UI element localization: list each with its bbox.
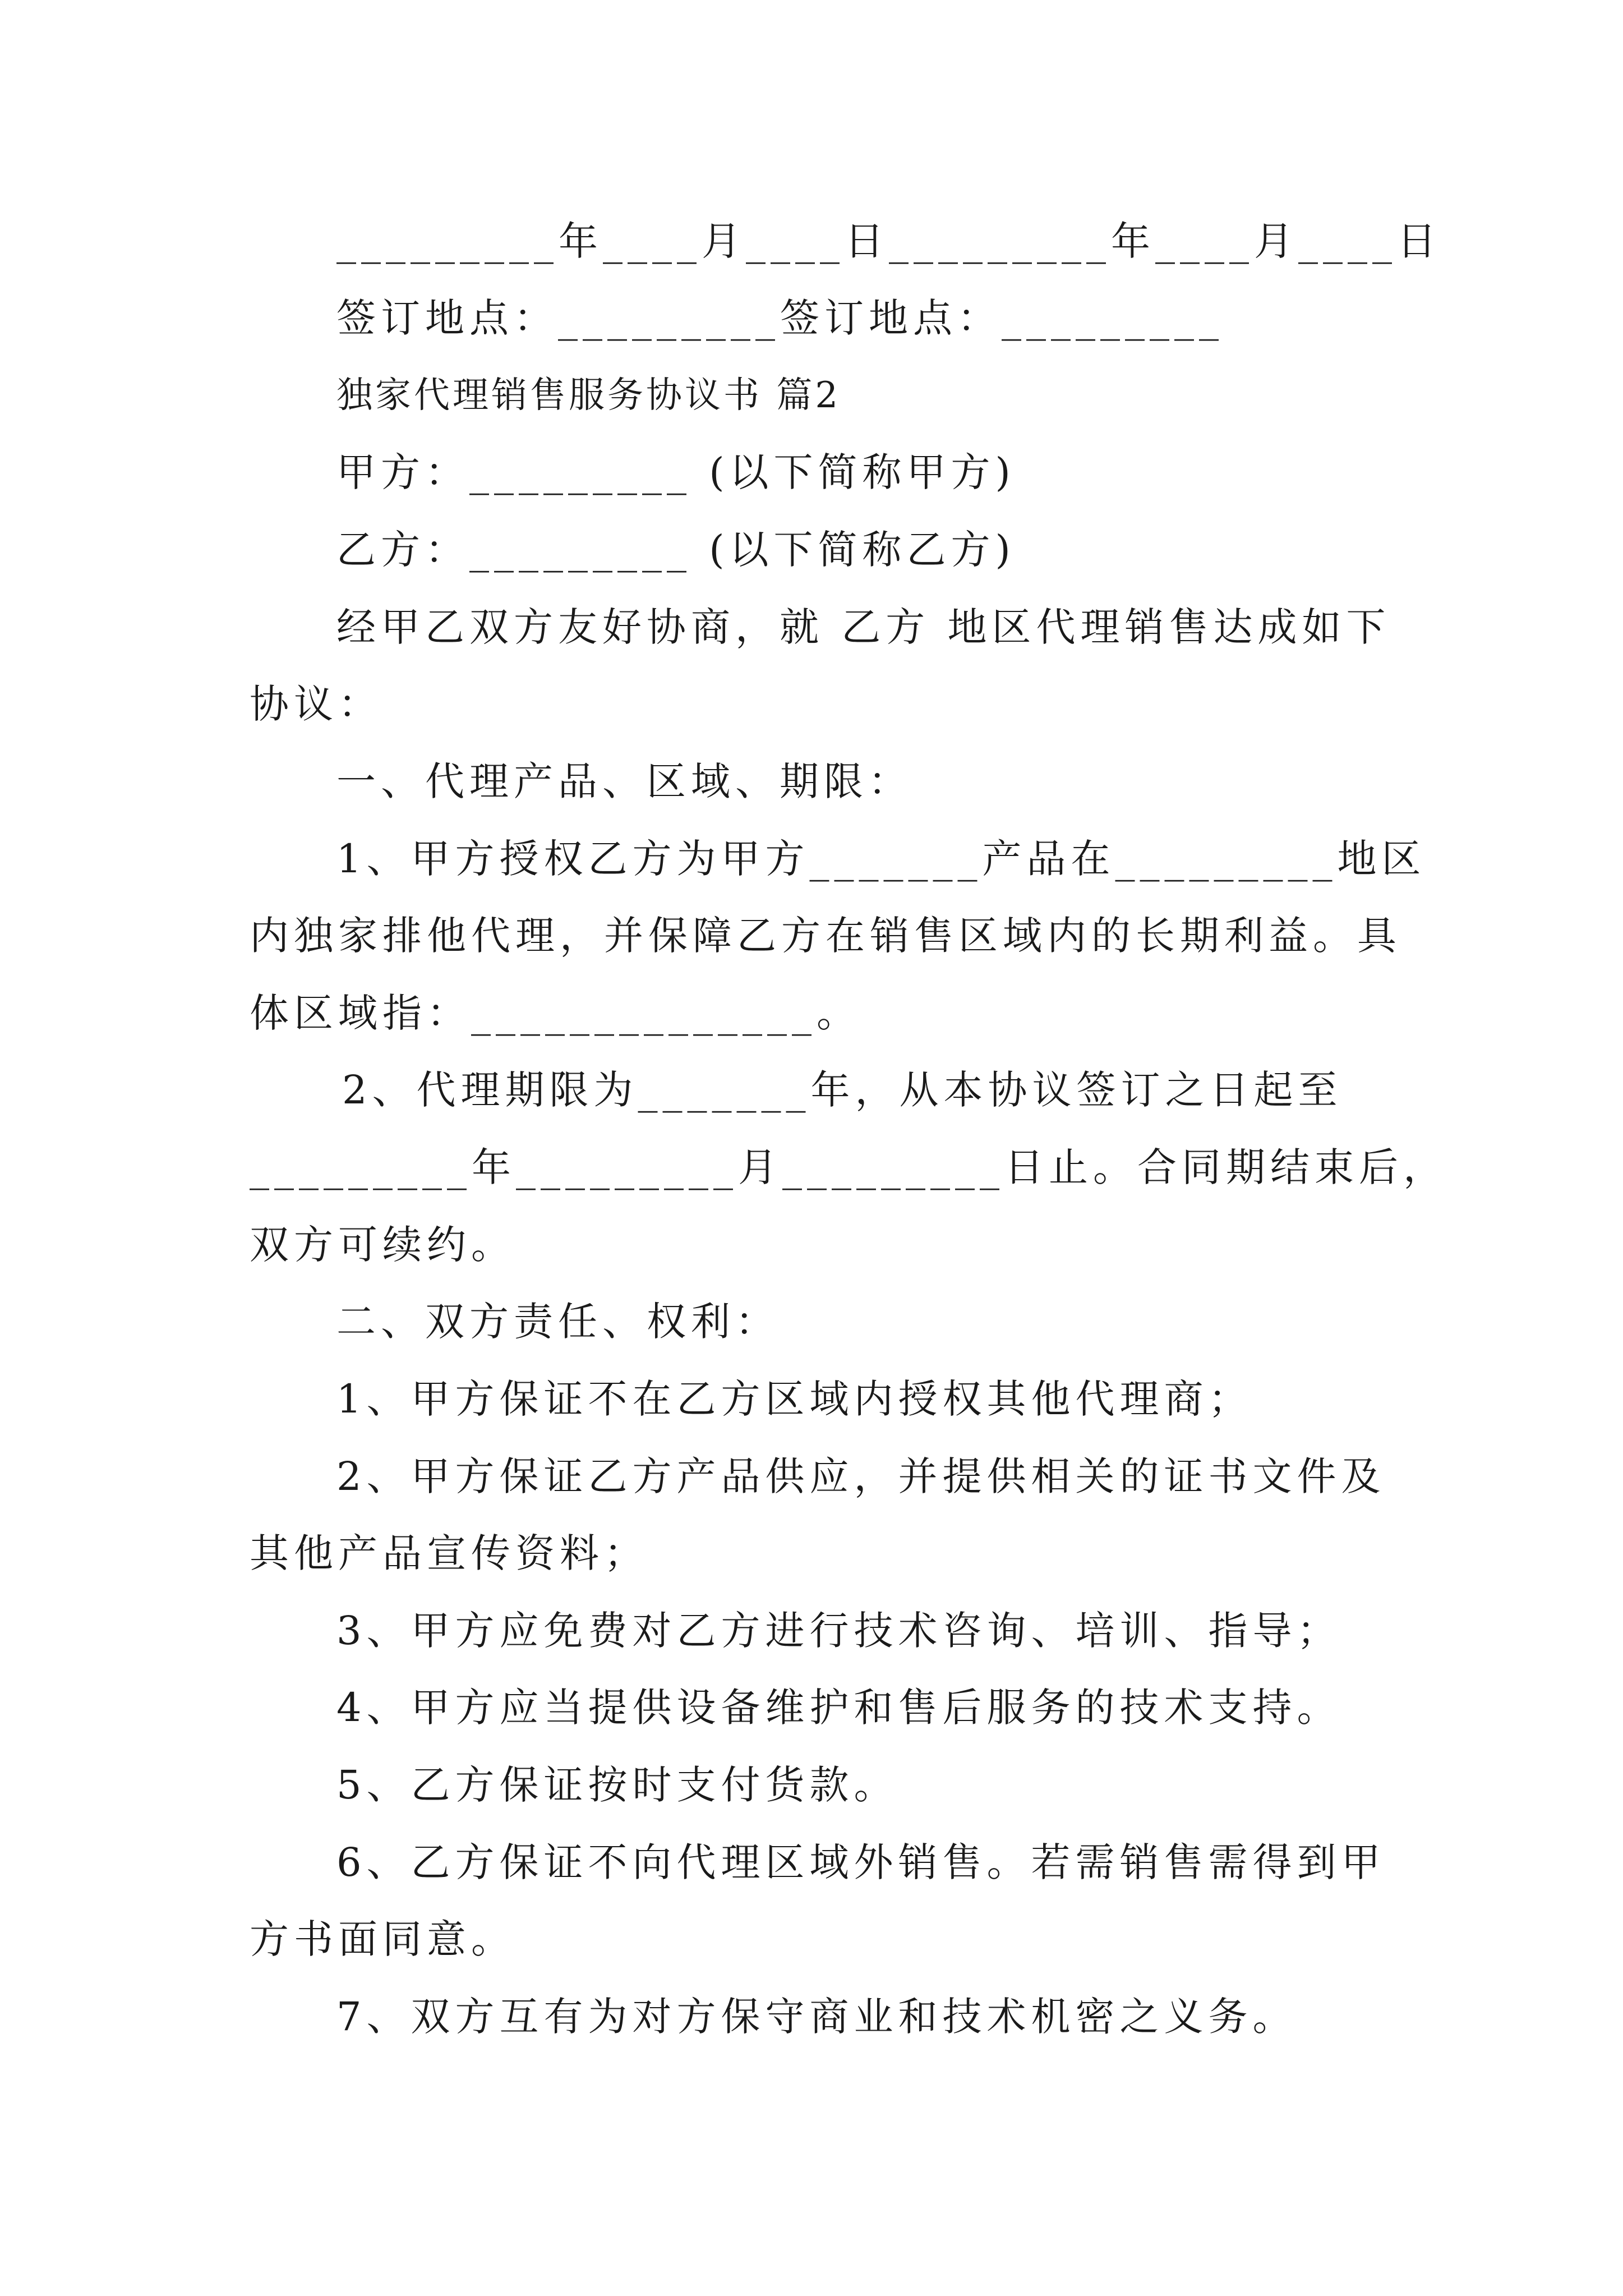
clause-1-1-line-3: 体区域指：______________。 (250, 990, 861, 1036)
clause-2-2-line-1: 2、甲方保证乙方产品供应，并提供相关的证书文件及 (336, 1453, 1386, 1499)
clause-1-2-line-1: 2、代理期限为_______年，从本协议签订之日起至 (342, 1067, 1343, 1113)
clause-2-2-line-2: 其他产品宣传资料； (250, 1530, 648, 1576)
clause-1-1-line-1: 1、甲方授权乙方为甲方_______产品在_________地区 (336, 836, 1426, 882)
signing-date-line: _________年____月____日_________年____月____日 (336, 218, 1441, 264)
clause-1-2-line-2: _________年_________月_________日止。合同期结束后， (250, 1144, 1447, 1190)
clause-1-2-line-3: 双方可续约。 (250, 1222, 515, 1268)
party-a-line: 甲方：_________ (以下简称甲方) (336, 449, 1016, 495)
clause-1-1-line-2: 内独家排他代理，并保障乙方在销售区域内的长期利益。具 (250, 913, 1401, 959)
clause-2-6-line-2: 方书面同意。 (250, 1916, 515, 1962)
clause-2-5: 5、乙方保证按时支付货款。 (336, 1762, 898, 1808)
section-heading-2: 二、双方责任、权利： (336, 1299, 780, 1345)
clause-2-4: 4、甲方应当提供设备维护和售后服务的技术支持。 (336, 1685, 1341, 1731)
party-b-line: 乙方：_________ (以下简称乙方) (336, 527, 1016, 573)
clause-2-3: 3、甲方应免费对乙方进行技术咨询、培训、指导； (336, 1608, 1341, 1654)
signing-place-line: 签订地点：_________签订地点：_________ (336, 295, 1224, 341)
clause-2-7: 7、双方互有为对方保守商业和技术机密之义务。 (336, 1994, 1297, 2040)
preamble-line-1: 经甲乙双方友好协商，就 乙方 地区代理销售达成如下 (336, 604, 1391, 650)
clause-2-1: 1、甲方保证不在乙方区域内授权其他代理商； (336, 1376, 1253, 1422)
clause-2-6-line-1: 6、乙方保证不向代理区域外销售。若需销售需得到甲 (336, 1839, 1386, 1885)
preamble-line-2: 协议： (250, 681, 382, 727)
section-heading-1: 一、代理产品、区域、期限： (336, 758, 912, 804)
document-title: 独家代理销售服务协议书 篇2 (336, 375, 841, 416)
